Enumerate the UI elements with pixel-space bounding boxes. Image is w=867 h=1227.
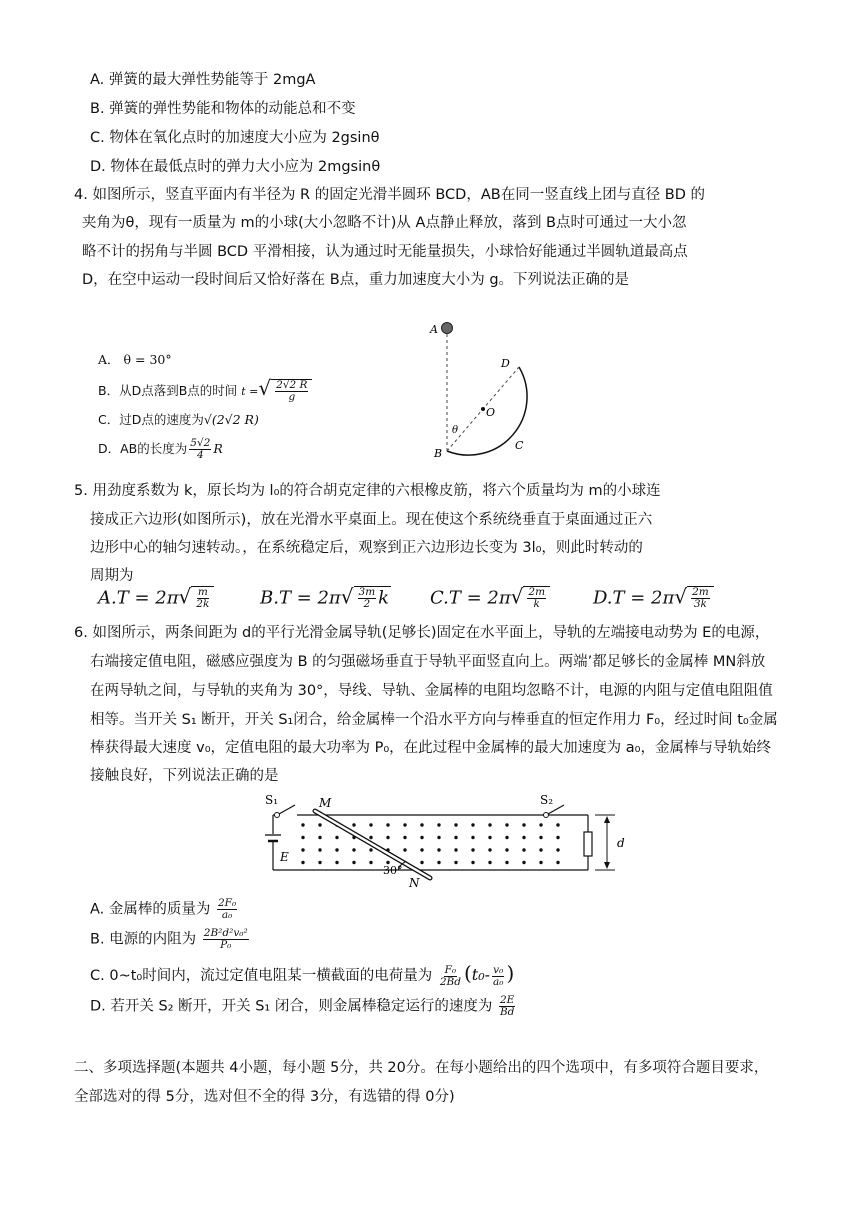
field-dot <box>488 848 491 851</box>
field-dot <box>437 836 440 839</box>
field-dot <box>437 848 440 851</box>
field-dot <box>437 861 440 864</box>
field-dot <box>556 836 559 839</box>
section2-heading-line2: 全部选对的得 5分，选对但不全的得 3分，有选错的得 0分) <box>74 1089 455 1105</box>
q6-resistor <box>584 832 592 856</box>
q6-option-c-den: 2Bd <box>439 975 461 988</box>
q4-semicircle-figure <box>420 315 545 465</box>
field-dot <box>471 848 474 851</box>
q5-option-b-den: 2 <box>363 598 371 610</box>
q6-stem-line5: 棒获得最大速度 v₀，定值电阻的最大功率为 P₀，在此过程中金属棒的最大加速度为 a₀，金属棒与导轨始终 <box>90 740 771 756</box>
field-dot <box>437 823 440 826</box>
q4-option-d-suffix: R <box>213 441 223 456</box>
q5-option-a-prefix: A.T = 2π <box>98 587 179 609</box>
field-dot <box>488 823 491 826</box>
q6-option-d-num: 2E <box>500 994 515 1006</box>
q4-option-c <box>98 410 259 430</box>
field-dot <box>471 861 474 864</box>
q3-option-c: C. 物体在氧化点时的加速度大小应为 2gsinθ <box>90 130 380 146</box>
field-dot <box>352 823 355 826</box>
field-dot <box>556 823 559 826</box>
q6-stem-line4: 相等。当开关 S₁ 断开，开关 S₁闭合，给金属棒一个沿水平方向与棒垂直的恒定作用力 F₀，经过时间 t₀金属 <box>90 712 778 728</box>
field-dot <box>471 836 474 839</box>
q6-option-d-prefix: D. 若开关 S₂ 断开，开关 S₁ 闭合，则金属棒稳定运行的速度为 <box>90 998 493 1015</box>
field-dot <box>539 836 542 839</box>
q6-option-a <box>90 898 239 921</box>
q6-option-b-num: 2B²d²v₀² <box>203 927 248 939</box>
q3-option-d: D. 物体在最低点时的弹力大小应为 2mgsinθ <box>90 159 381 175</box>
field-dot <box>369 823 372 826</box>
q4-option-d-den: 4 <box>196 449 204 461</box>
q6-stem-line6: 接触良好，下列说法正确的是 <box>90 768 279 784</box>
q6-option-d-den: Bd <box>499 1006 515 1018</box>
q5-stem-line2: 接成正六边形(如图所示)，放在光滑水平桌面上。现在使这个系统绕垂直于桌面通过正六 <box>90 512 653 528</box>
q6-label-e: E <box>280 850 289 864</box>
q6-option-a-prefix: A. 金属棒的质量为 <box>90 901 211 918</box>
q6-stem-line3: 在两导轨之间，与导轨的夹角为 30°，导线、导轨、金属棒的电阻均忽略不计，电源的内阻与定值电阻阻值 <box>90 683 773 699</box>
q6-option-c-paren-left: ( <box>463 961 472 985</box>
q4-label-theta: θ <box>452 425 459 436</box>
q4-option-b-t: t = <box>241 385 259 398</box>
field-dot <box>522 861 525 864</box>
q3-option-a: A. 弹簧的最大弹性势能等于 2mgA <box>90 72 316 88</box>
q4-option-b-den: g <box>288 391 296 403</box>
q6-rod-mn <box>315 811 430 878</box>
q4-option-b-num: 2√2 R <box>276 379 308 391</box>
q6-option-a-num: 2F₀ <box>218 897 237 909</box>
field-dot <box>386 836 389 839</box>
q5-stem-line3: 边形中心的轴匀速转动。，在系统稳定后，观察到正六边形边长变为 3l₀，则此时转动的 <box>90 540 643 556</box>
q6-option-c-prefix: C. 0~t₀时间内，流过定值电阻某一横截面的电荷量为 <box>90 968 433 984</box>
field-dot <box>505 823 508 826</box>
field-dot <box>352 861 355 864</box>
q4-option-b: B．从D点落到B点的时间 t =√ $\frac{2√2 R}{g}$ <box>98 378 312 403</box>
field-dot <box>522 823 525 826</box>
field-dot <box>318 848 321 851</box>
field-dot <box>556 861 559 864</box>
field-dot <box>301 836 304 839</box>
field-dot <box>420 836 423 839</box>
q6-label-angle: 30° <box>383 864 403 877</box>
q4-stem-line2: 夹角为θ，现有一质量为 m的小球(大小忽略不计)从 A点静止释放，落到 B点时可通过一大小忽 <box>82 215 687 231</box>
field-dot <box>301 861 304 864</box>
q5-option-d-num: 2m <box>692 586 709 598</box>
q4-ball <box>442 323 453 334</box>
field-dot <box>335 848 338 851</box>
field-dot <box>488 836 491 839</box>
field-dot <box>420 861 423 864</box>
q4-stem-line1: 4. 如图所示，竖直平面内有半径为 R 的固定光滑半圆环 BCD，AB在同一竖直线上团与直径 BD 的 <box>74 187 706 203</box>
q6-option-c-paren-right: ) <box>506 961 515 985</box>
q6-option-c-num2: v₀ <box>493 963 504 976</box>
field-dot <box>539 848 542 851</box>
q4-label-c: C <box>515 439 524 452</box>
q6-label-s2: S₂ <box>540 793 554 807</box>
field-dot <box>335 861 338 864</box>
q4-label-a: A <box>430 323 438 336</box>
field-dot <box>386 823 389 826</box>
q5-option-c-prefix: C.T = 2π <box>430 587 511 609</box>
field-dot <box>369 836 372 839</box>
field-dot <box>471 823 474 826</box>
q5-option-a-den: 2k <box>196 598 210 610</box>
field-dot <box>420 848 423 851</box>
field-dot <box>318 823 321 826</box>
q5-option-b-prefix: B.T = 2π <box>260 587 341 609</box>
q3-option-b: B. 弹簧的弹性势能和物体的动能总和不变 <box>90 101 356 117</box>
q4-label-b: B <box>434 447 443 460</box>
q6-switch-s2 <box>544 813 549 818</box>
q4-option-d <box>98 438 223 461</box>
q6-option-b-den: P₀ <box>220 939 232 951</box>
q5-option-d-den: 3k <box>693 598 707 610</box>
q6-option-a-den: a₀ <box>221 909 233 921</box>
field-dot <box>522 836 525 839</box>
field-dot <box>539 823 542 826</box>
q6-stem-line2: 右端接定值电阻，磁感应强度为 B 的匀强磁场垂直于导轨平面竖直向上。两端’都足够长的金属棒 MN斜放 <box>90 654 766 670</box>
q4-option-a: A． θ = 30° <box>98 352 172 367</box>
q6-option-c <box>90 963 514 988</box>
q5-option-c-num: 2m <box>528 586 546 598</box>
q5-option-b: B.T = 2π√ $\frac{3m}{2}$ k <box>260 584 390 610</box>
field-dot <box>301 823 304 826</box>
q5-option-c-den: k <box>533 598 540 610</box>
section2-heading-line1: 二、多项选择题(本题共 4小题，每小题 5分，共 20分。在每小题给出的四个选项中，有多项符合题目要求， <box>74 1060 769 1076</box>
q5-option-a: A.T = 2π√ $\frac{m}{2k}$ <box>98 586 214 610</box>
q6-option-b <box>90 928 251 951</box>
field-dot <box>301 848 304 851</box>
field-dot <box>454 848 457 851</box>
q6-label-n: N <box>409 876 420 890</box>
q6-magnetic-field-dots <box>301 823 559 864</box>
field-dot <box>454 861 457 864</box>
field-dot <box>369 861 372 864</box>
q6-option-d <box>90 995 517 1018</box>
field-dot <box>335 836 338 839</box>
q5-option-a-num: m <box>197 586 208 598</box>
field-dot <box>352 848 355 851</box>
q4-center-point <box>481 407 485 411</box>
q5-stem-line1: 5. 用劲度系数为 k，原长均为 l₀的符合胡克定律的六根橡皮筋，将六个质量均为 m的小球连 <box>74 483 661 499</box>
q6-option-c-den2: a₀ <box>493 975 504 988</box>
field-dot <box>318 836 321 839</box>
q6-option-c-num: F₀ <box>444 963 457 976</box>
q4-option-d-num: 5√2 <box>190 437 211 449</box>
field-dot <box>522 848 525 851</box>
q4-option-c-formula: √(2√2 R) <box>203 412 259 427</box>
field-dot <box>403 848 406 851</box>
q5-option-b-num: 3m <box>358 586 376 598</box>
q6-switch-s1 <box>275 813 280 818</box>
q4-label-d: D <box>501 357 510 370</box>
field-dot <box>403 836 406 839</box>
q5-option-d-prefix: D.T = 2π <box>593 587 675 609</box>
q4-label-o: O <box>486 406 496 419</box>
field-dot <box>505 861 508 864</box>
field-dot <box>454 836 457 839</box>
q5-option-c: C.T = 2π√ $\frac{2m}{k}$ <box>430 586 550 610</box>
field-dot <box>505 836 508 839</box>
q6-label-m: M <box>319 796 332 810</box>
field-dot <box>420 823 423 826</box>
field-dot <box>318 861 321 864</box>
field-dot <box>539 861 542 864</box>
q5-stem-line4: 周期为 <box>90 568 134 584</box>
q5-option-d: D.T = 2π√ $\frac{2m}{3k}$ <box>593 586 714 610</box>
q4-option-c-prefix: C．过D点的速度为 <box>98 412 204 427</box>
q4-stem-line4: D，在空中运动一段时间后又恰好落在 B点，重力加速度大小为 g。下列说法正确的是 <box>82 272 630 288</box>
field-dot <box>369 848 372 851</box>
q6-label-d: d <box>617 836 625 850</box>
q4-stem-line3: 略不计的拐角与半圆 BCD 平滑相接，认为通过时无能量损失，小球恰好能通过半圆轨道最高点 <box>82 244 688 260</box>
field-dot <box>556 848 559 851</box>
field-dot <box>488 861 491 864</box>
q6-stem-line1: 6. 如图所示，两条间距为 d的平行光滑金属导轨(足够长)固定在水平面上，导轨的左端接电动势为 E的电源， <box>74 625 770 641</box>
q4-option-d-prefix: D．AB的长度为 <box>98 441 188 456</box>
q6-option-c-t: t₀- <box>471 965 491 984</box>
q6-option-b-prefix: B. 电源的内阻为 <box>90 931 197 948</box>
q5-option-b-tail: k <box>378 587 390 609</box>
q6-circuit-figure <box>255 790 630 890</box>
q6-label-s1: S₁ <box>265 793 279 807</box>
field-dot <box>454 823 457 826</box>
q4-option-b-prefix: B．从D点落到B点的时间 <box>98 383 238 398</box>
field-dot <box>505 848 508 851</box>
field-dot <box>403 823 406 826</box>
